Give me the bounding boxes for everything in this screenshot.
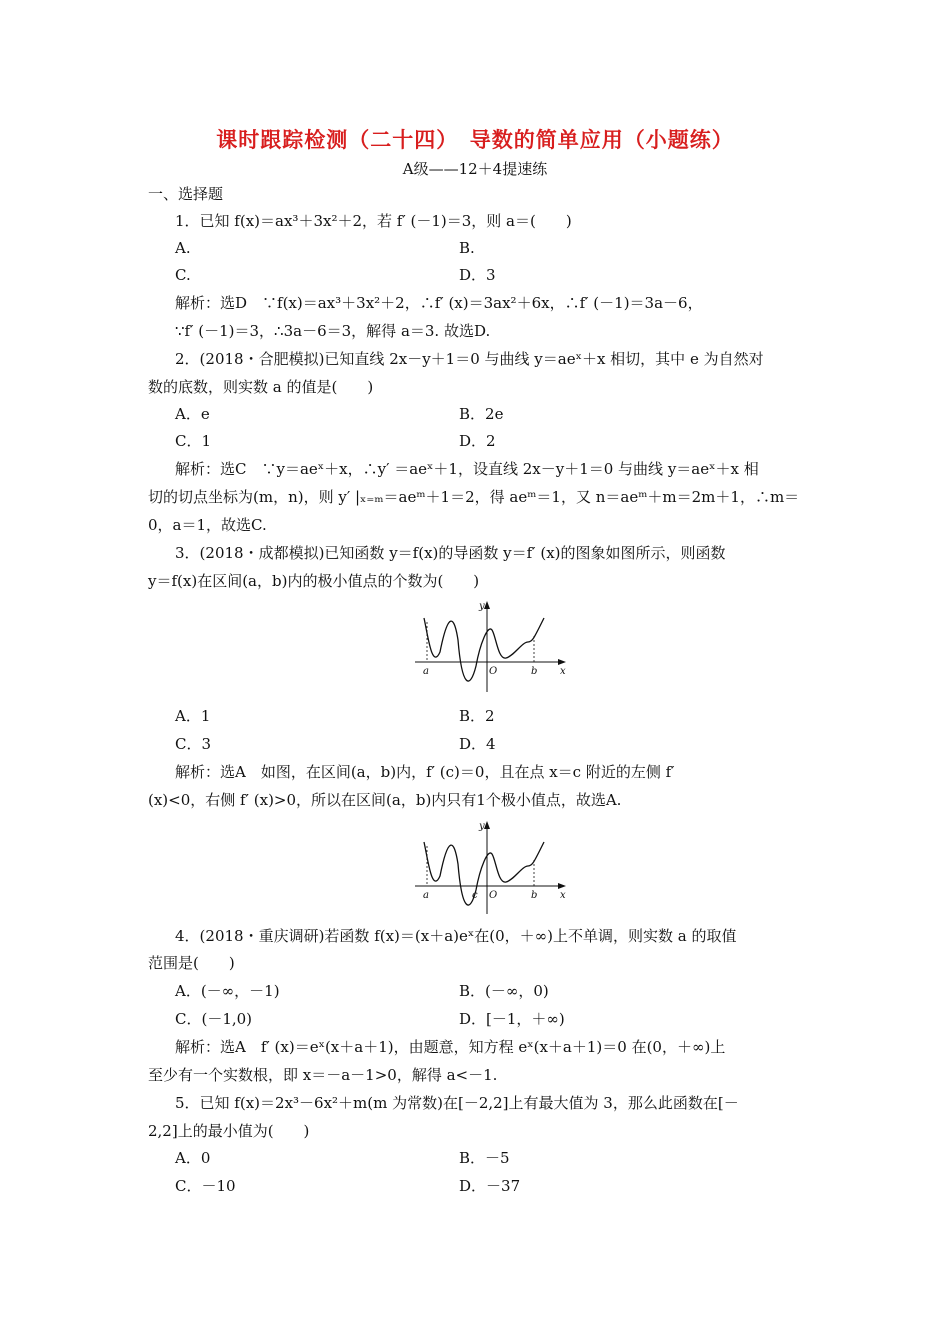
q3-option-c: C．3 xyxy=(175,735,212,753)
q1-solution-line-1: 解析：选D ∵f(x)＝ax³＋3x²＋2，∴f′ (x)＝3ax²＋6x，∴f′ (－1)＝3a－6， xyxy=(175,294,703,312)
q4-solution-line-2: 至少有一个实数根，即 x＝－a－1>0，解得 a<－1. xyxy=(148,1066,498,1084)
q2-stem-line-1: 2．(2018・合肥模拟)已知直线 2x－y＋1＝0 与曲线 y＝aeˣ＋x 相切，其中 e 为自然对 xyxy=(175,350,764,368)
q1-option-c: C. xyxy=(175,266,191,284)
graph2-y-label: y xyxy=(479,821,485,832)
q3-solution-graph xyxy=(410,816,570,916)
section-heading: 一、选择题 xyxy=(148,185,224,203)
graph1-x-label: x xyxy=(560,666,566,677)
q5-stem-line-2: 2,2]上的最小值为( ) xyxy=(148,1122,310,1140)
q2-option-b: B．2e xyxy=(459,405,504,423)
q3-option-d: D．4 xyxy=(459,735,496,753)
graph1-b-label: b xyxy=(531,666,538,677)
q2-solution-line-2: 切的切点坐标为(m，n)，则 y′ |ₓ₌ₘ＝aeᵐ＋1＝2，得 aeᵐ＝1，又 n＝aeᵐ＋m＝2m＋1，∴m＝ xyxy=(148,488,800,506)
q2-option-a: A．e xyxy=(175,405,210,423)
q3-option-a: A．1 xyxy=(175,707,211,725)
graph1-y-label: y xyxy=(479,601,485,612)
q2-stem-line-2: 数的底数，则实数 a 的值是( ) xyxy=(148,378,374,396)
q4-option-b: B．(－∞，0) xyxy=(459,982,549,1000)
q2-option-c: C．1 xyxy=(175,432,212,450)
q3-solution-line-2: (x)<0，右侧 f′ (x)>0，所以在区间(a，b)内只有1个极小值点，故选A. xyxy=(148,791,622,809)
q5-option-c: C．－10 xyxy=(175,1177,236,1195)
graph2-b-label: b xyxy=(531,890,538,901)
q1-option-d: D．3 xyxy=(459,266,496,284)
level-subtitle: A级——12＋4提速练 xyxy=(402,160,548,178)
q4-solution-line-1: 解析：选A f′ (x)＝eˣ(x＋a＋1)，由题意，知方程 eˣ(x＋a＋1)＝0 在(0，＋∞)上 xyxy=(175,1038,726,1056)
graph2-origin-label: O xyxy=(489,890,498,901)
q4-option-d: D．[－1，＋∞) xyxy=(459,1010,565,1028)
graph1-a-label: a xyxy=(423,666,429,677)
q3-option-b: B．2 xyxy=(459,707,495,725)
q1-option-a: A. xyxy=(175,239,191,257)
q2-option-d: D．2 xyxy=(459,432,496,450)
q4-stem-line-2: 范围是( ) xyxy=(148,954,235,972)
q3-stem-line-1: 3．(2018・成都模拟)已知函数 y＝f(x)的导函数 y＝f′ (x)的图象如图所示，则函数 xyxy=(175,544,726,562)
q2-solution-line-1: 解析：选C ∵y＝aeˣ＋x，∴y′ ＝aeˣ＋1，设直线 2x－y＋1＝0 与曲线 y＝aeˣ＋x 相 xyxy=(175,460,759,478)
q3-stem-line-2: y＝f(x)在区间(a，b)内的极小值点的个数为( ) xyxy=(148,572,480,590)
graph2-x-label: x xyxy=(560,890,566,901)
q2-solution-line-3: 0，a＝1，故选C. xyxy=(148,516,267,534)
q4-option-a: A．(－∞，－1) xyxy=(175,982,280,1000)
q1-solution-line-2: ∵f′ (－1)＝3，∴3a－6＝3，解得 a＝3. 故选D. xyxy=(175,322,491,340)
q3-derivative-graph xyxy=(410,596,570,696)
q5-option-b: B．－5 xyxy=(459,1149,510,1167)
q4-option-c: C．(－1,0) xyxy=(175,1010,253,1028)
q1-option-b: B. xyxy=(459,239,475,257)
q3-solution-line-1: 解析：选A 如图，在区间(a，b)内，f′ (c)＝0，且在点 x＝c 附近的左侧 f′ xyxy=(175,763,675,781)
graph2-c-label: c xyxy=(472,890,478,901)
q5-option-d: D．－37 xyxy=(459,1177,521,1195)
q1-stem: 1．已知 f(x)＝ax³＋3x²＋2，若 f′ (－1)＝3，则 a＝( ) xyxy=(175,212,572,230)
q5-stem-line-1: 5．已知 f(x)＝2x³－6x²＋m(m 为常数)在[－2,2]上有最大值为 3，那么此函数在[－ xyxy=(175,1094,739,1112)
graph1-origin-label: O xyxy=(489,666,498,677)
page-title: 课时跟踪检测（二十四） 导数的简单应用（小题练） xyxy=(216,128,734,152)
q4-stem-line-1: 4．(2018・重庆调研)若函数 f(x)＝(x＋a)eˣ在(0，＋∞)上不单调，则实数 a 的取值 xyxy=(175,927,737,945)
q5-option-a: A．0 xyxy=(175,1149,211,1167)
graph2-a-label: a xyxy=(423,890,429,901)
